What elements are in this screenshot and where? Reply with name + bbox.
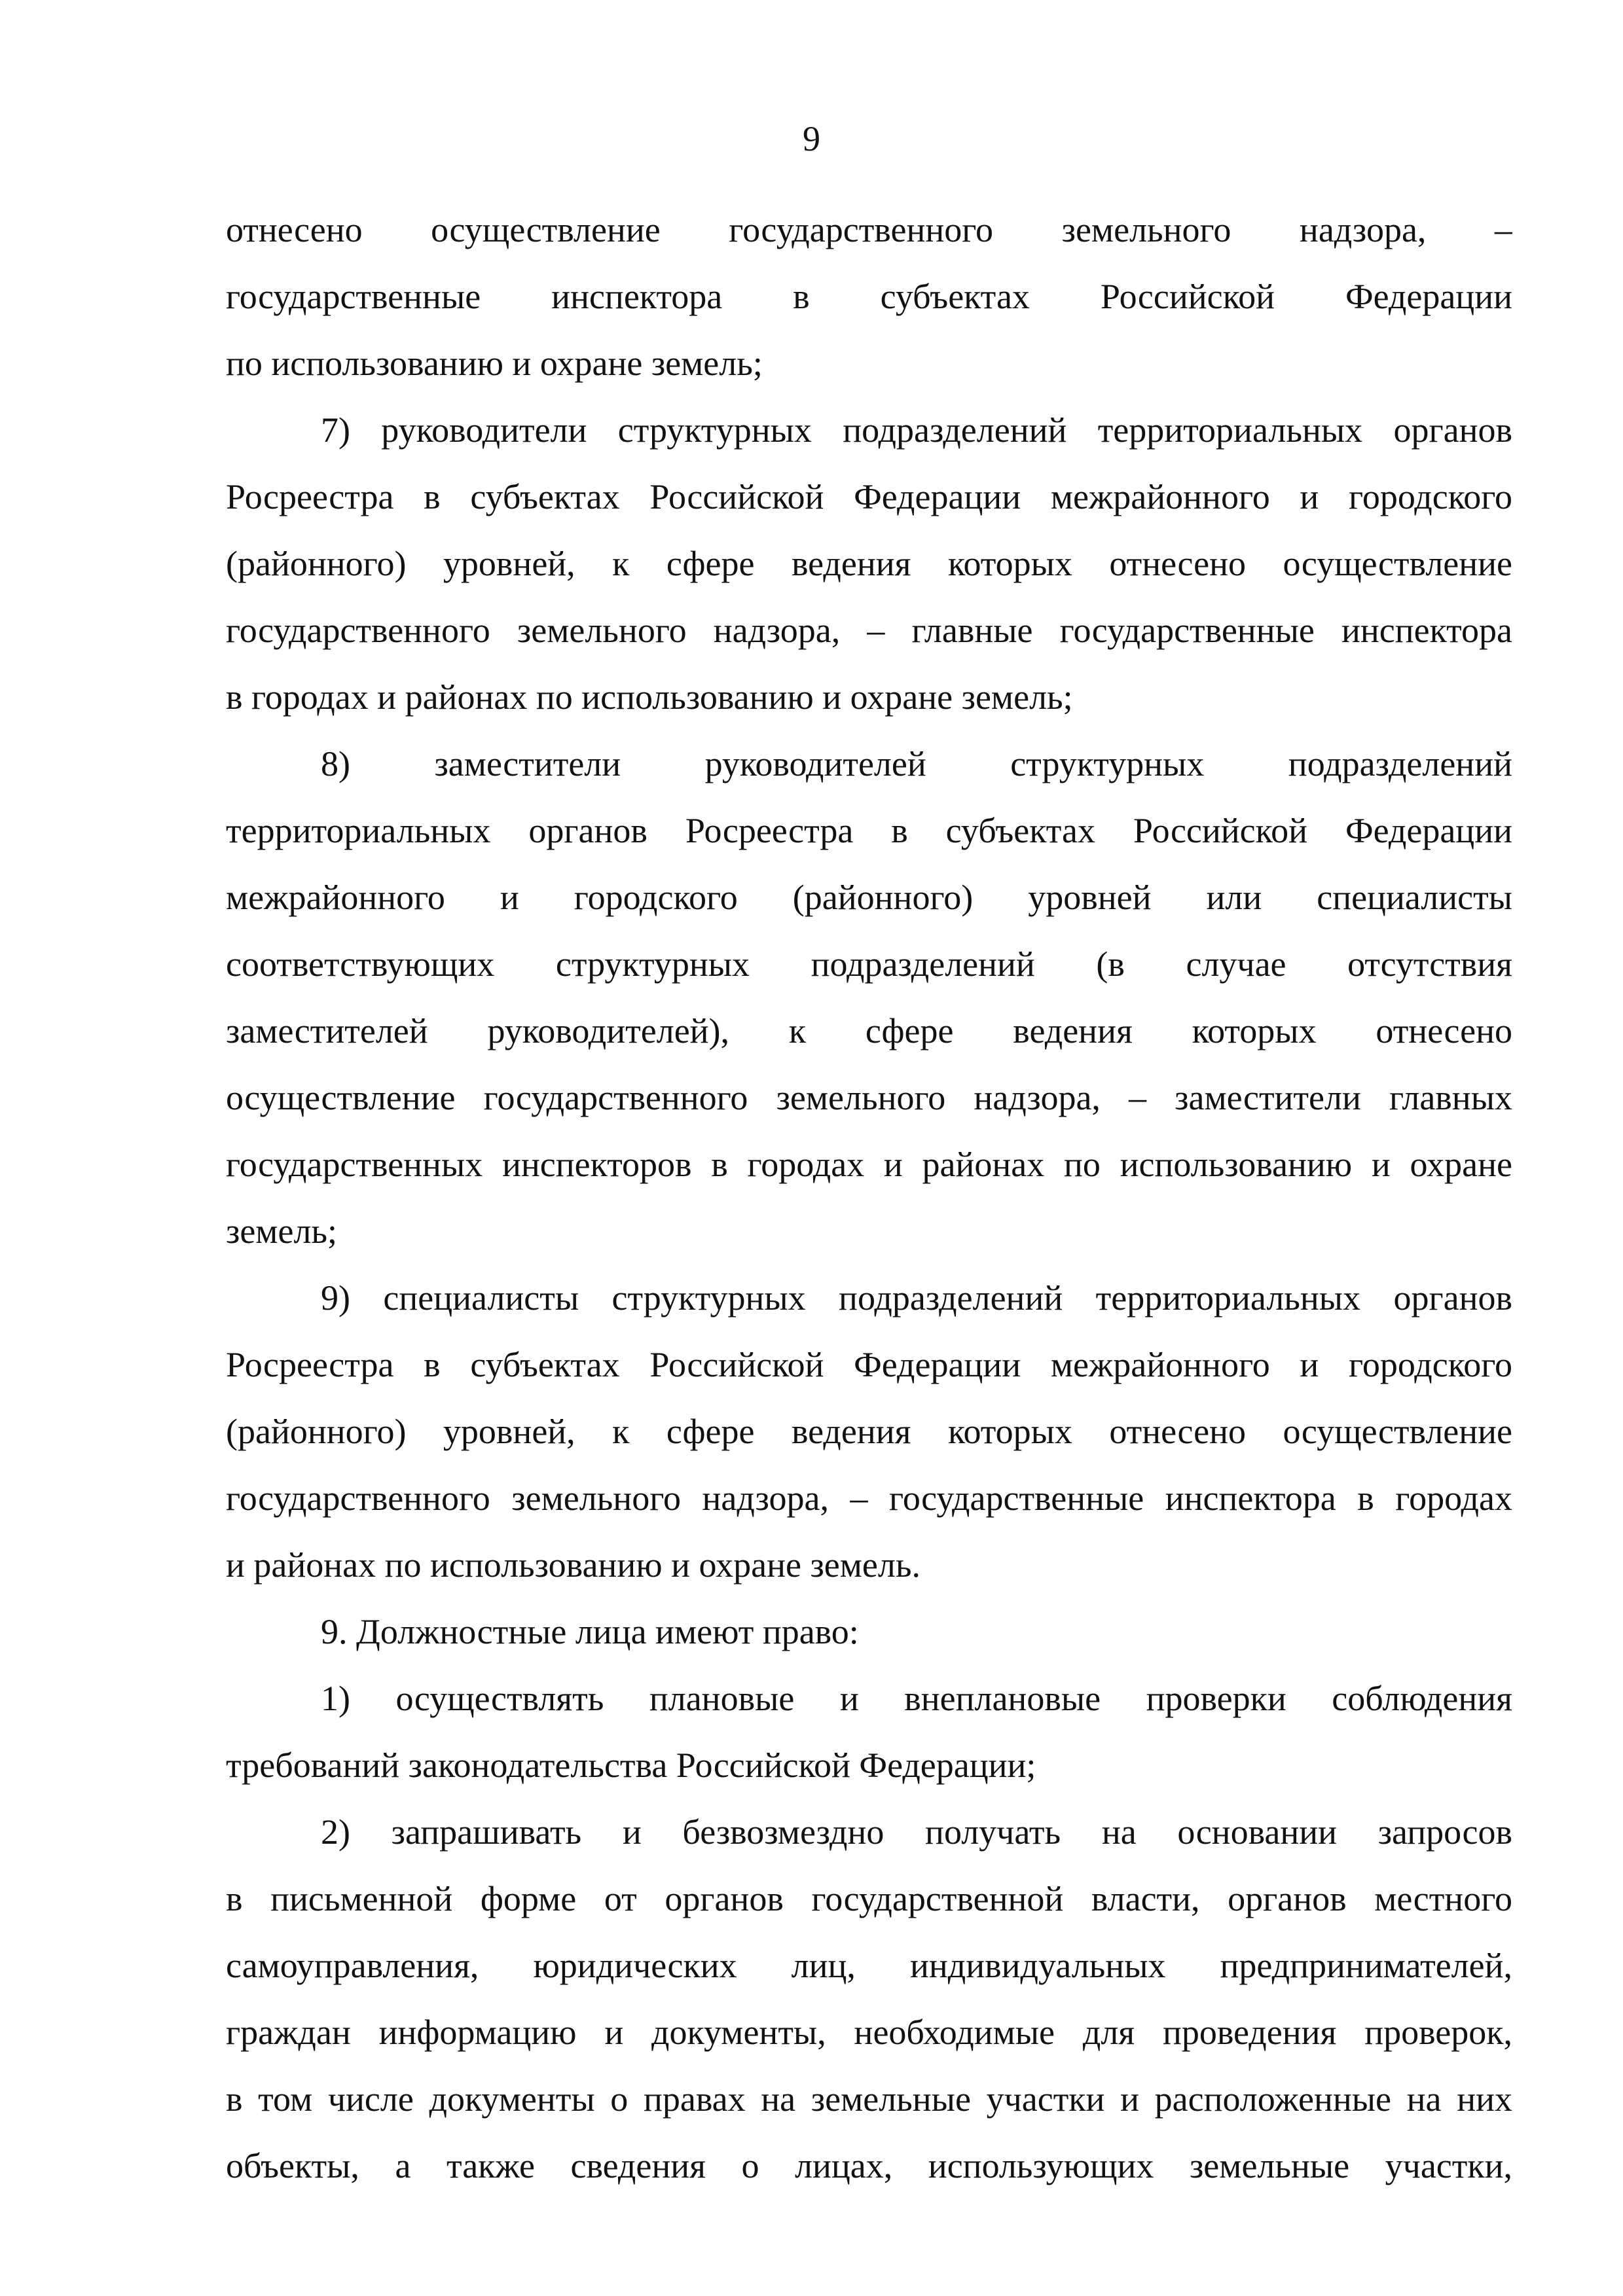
text-line: заместителей руководителей), к сфере ведения которых отнесено <box>226 1011 1512 1050</box>
text-line: государственного земельного надзора, – государственные инспектора в городах <box>226 1479 1512 1518</box>
text-line: самоуправления, юридических лиц, индивидуальных предпринимателей, <box>226 1946 1512 1985</box>
document-body <box>226 196 1512 2199</box>
text-line: Росреестра в субъектах Российской Федерации межрайонного и городского <box>226 1345 1512 1384</box>
text-line: объекты, а также сведения о лицах, использующих земельные участки, <box>226 2146 1512 2185</box>
text-line: 8) заместители руководителей структурных подразделений <box>321 744 1512 783</box>
text-line: (районного) уровней, к сфере ведения которых отнесено осуществление <box>226 544 1512 583</box>
text-line: требований законодательства Российской Федерации; <box>226 1746 1036 1785</box>
text-line: государственных инспекторов в городах и районах по использованию и охране <box>226 1145 1512 1184</box>
text-line: территориальных органов Росреестра в субъектах Российской Федерации <box>226 811 1512 850</box>
text-line: 7) руководители структурных подразделений территориальных органов <box>321 410 1512 450</box>
text-line: межрайонного и городского (районного) уровней или специалисты <box>226 878 1512 917</box>
page-number: 9 <box>803 119 820 158</box>
text-line: осуществление государственного земельного надзора, – заместители главных <box>226 1078 1512 1117</box>
text-line: 9) специалисты структурных подразделений территориальных органов <box>321 1278 1512 1318</box>
text-line: в том числе документы о правах на земельные участки и расположенные на них <box>226 2079 1512 2119</box>
text-line: (районного) уровней, к сфере ведения которых отнесено осуществление <box>226 1412 1512 1451</box>
text-line: Росреестра в субъектах Российской Федерации межрайонного и городского <box>226 477 1512 516</box>
text-line: 9. Должностные лица имеют право: <box>321 1612 859 1651</box>
text-line: отнесено осуществление государственного земельного надзора, – <box>226 210 1512 249</box>
text-line: 2) запрашивать и безвозмездно получать на основании запросов <box>321 1812 1512 1852</box>
text-line: государственные инспектора в субъектах Российской Федерации <box>226 277 1512 316</box>
text-line: в городах и районах по использованию и охране земель; <box>226 677 1073 717</box>
text-line: соответствующих структурных подразделений (в случае отсутствия <box>226 944 1512 984</box>
text-line: по использованию и охране земель; <box>226 344 763 383</box>
text-line: государственного земельного надзора, – главные государственные инспектора <box>226 611 1512 650</box>
text-line: и районах по использованию и охране земель. <box>226 1545 921 1585</box>
text-line: в письменной форме от органов государственной власти, органов местного <box>226 1879 1512 1918</box>
text-line: 1) осуществлять плановые и внеплановые проверки соблюдения <box>321 1679 1512 1718</box>
text-line: земель; <box>226 1211 338 1251</box>
text-line: граждан информацию и документы, необходимые для проведения проверок, <box>226 2013 1512 2052</box>
